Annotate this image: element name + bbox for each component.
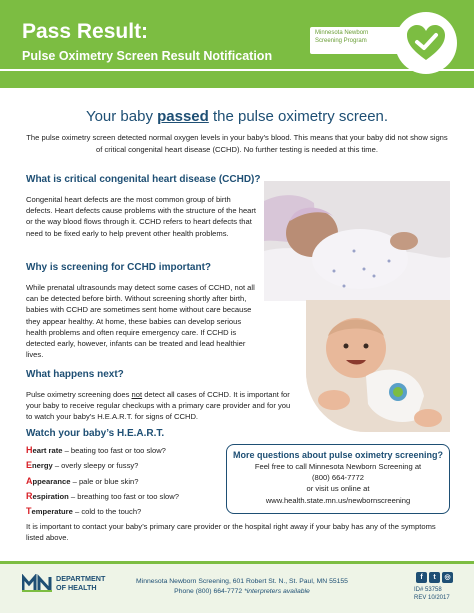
questions-visit-line: or visit us online at	[306, 484, 370, 494]
next-heading: What happens next?	[26, 369, 124, 380]
social-links	[416, 572, 453, 583]
mdh-wordmark: DEPARTMENT OF HEALTH	[56, 574, 106, 592]
questions-title: More questions about pulse oximetry screening?	[232, 450, 444, 460]
result-headline	[0, 108, 474, 125]
next-text-1: Pulse oximetry screening does	[26, 390, 132, 399]
next-paragraph	[26, 389, 298, 423]
twitter-icon[interactable]: t	[429, 572, 440, 583]
footer-address	[92, 577, 392, 596]
instagram-icon[interactable]: ◎	[442, 572, 453, 583]
mn-department-logo-icon	[22, 574, 54, 592]
baby-illustration	[306, 300, 450, 432]
document-id: ID# 53758 REV 10/2017	[414, 587, 450, 601]
newborn-illustration	[264, 181, 450, 301]
why-paragraph: While prenatal ultrasounds may detect some cases of CCHD, not all can be detected before birth. Without screening shortly after birth, babies with CCHD are sometimes sent home without care because they appear healthy. At home, these babies can develop serious health problems and often require emergency care. If CCHD is detected early, however, infants can be treated and lead healthier lives.	[26, 283, 255, 360]
footer-address-line: Minnesota Newborn Screening, 601 Robert St. N., St. Paul, MN 55155	[136, 578, 348, 585]
questions-call-line: Feel free to call Minnesota Newborn Screening at	[254, 462, 422, 471]
header-banner	[0, 0, 474, 88]
sleeping-newborn-photo	[264, 181, 450, 301]
headline-emphasis: passed	[157, 108, 209, 125]
headline-after: the pulse oximetry screen.	[208, 108, 389, 125]
header-divider	[0, 69, 474, 71]
next-text-not: not	[131, 390, 143, 399]
page-title: Pass Result:	[22, 20, 149, 43]
heart-checklist	[26, 443, 226, 519]
program-label-box	[310, 27, 408, 54]
heart-badge	[395, 12, 457, 74]
cchd-heading: What is critical congenital heart disease (CCHD)?	[26, 174, 261, 185]
program-line-2: Screening Program	[315, 37, 367, 44]
cchd-paragraph: Congenital heart defects are the most common group of birth defects. Heart defects cause problems with the structure of the heart or the way blood flows through it. CCHD refers to heart defects that need to be fixed early to help prevent other health problems.	[26, 195, 257, 238]
heart-item-appearance: Appearance – pale or blue skin?	[26, 475, 139, 486]
facebook-icon[interactable]: f	[416, 572, 427, 583]
questions-box	[226, 444, 450, 514]
heart-item-temperature: Temperature – cold to the touch?	[26, 506, 142, 517]
heart-item-heart-rate: Heart rate – beating too fast or too slow?	[26, 445, 166, 455]
heart-item-respiration: Respiration – breathing too fast or too slow?	[26, 490, 179, 501]
next-text-2: detect all cases of CCHD. It is important for your baby to receive regular checkups with a primary care provider and for you to watch your baby’s H.E.A.R.T. for signs of CCHD.	[26, 390, 291, 422]
why-heading: Why is screening for CCHD important?	[26, 262, 212, 273]
footer-phone-line: Phone (800) 664-7772 *interpreters available	[174, 587, 310, 595]
program-line-1: Minnesota Newborn	[315, 30, 369, 36]
footer-interpreters: *interpreters available	[244, 587, 310, 595]
heart-check-icon	[406, 24, 446, 62]
intro-paragraph: The pulse oximetry screen detected normal oxygen levels in your baby’s blood. This means that your baby did not show signs of critical congenital heart disease (CCHD). No further testing is needed at this time.	[26, 133, 448, 154]
questions-phone[interactable]: (800) 664-7772	[312, 473, 364, 483]
closing-paragraph: It is important to contact your baby’s primary care provider or the hospital right away if your baby has any of the symptoms listed above.	[26, 522, 436, 543]
headline-before: Your baby	[85, 108, 158, 125]
questions-website-link[interactable]: www.health.state.mn.us/newbornscreening	[265, 495, 411, 505]
smiling-baby-photo	[306, 300, 450, 432]
footer-divider	[0, 561, 474, 564]
heart-item-energy: Energy – overly sleepy or fussy?	[26, 460, 139, 471]
watch-heading: Watch your baby’s H.E.A.R.T.	[26, 428, 165, 439]
page-subtitle: Pulse Oximetry Screen Result Notification	[22, 49, 273, 63]
